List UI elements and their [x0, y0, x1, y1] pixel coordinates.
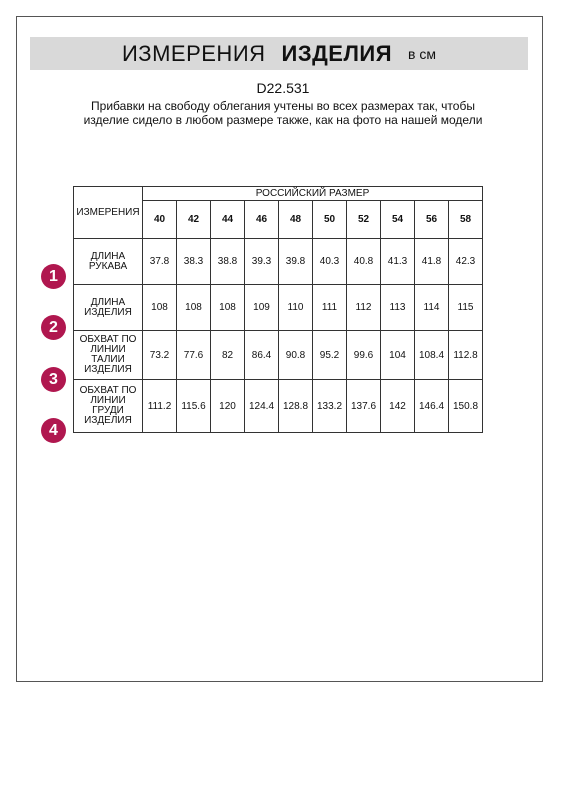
table-cell: 39.3: [245, 239, 279, 285]
table-cell: 73.2: [143, 331, 177, 380]
size-group-header: РОССИЙСКИЙ РАЗМЕР: [143, 187, 483, 201]
size-header: 42: [177, 201, 211, 239]
table-cell: 114: [415, 285, 449, 331]
table-cell: 142: [381, 380, 415, 433]
table-cell: 39.8: [279, 239, 313, 285]
size-header: 40: [143, 201, 177, 239]
product-code: D22.531: [256, 80, 310, 96]
row-number-badge: 4: [41, 418, 66, 443]
size-header: 44: [211, 201, 245, 239]
table-cell: 111.2: [143, 380, 177, 433]
table-cell: 90.8: [279, 331, 313, 380]
header-bar: [30, 37, 528, 70]
table-cell: 40.8: [347, 239, 381, 285]
size-header: 54: [381, 201, 415, 239]
row-number-badge: 2: [41, 315, 66, 340]
size-header: 46: [245, 201, 279, 239]
row-number-badge: 3: [41, 367, 66, 392]
size-header: 48: [279, 201, 313, 239]
size-header: 52: [347, 201, 381, 239]
row-number-badge: 1: [41, 264, 66, 289]
table-cell: 120: [211, 380, 245, 433]
table-cell: 82: [211, 331, 245, 380]
size-header-row: [74, 187, 483, 201]
table-cell: 108: [143, 285, 177, 331]
size-header: 56: [415, 201, 449, 239]
table-cell: 42.3: [449, 239, 483, 285]
table-row: [74, 331, 483, 380]
table-cell: 38.3: [177, 239, 211, 285]
table-cell: 146.4: [415, 380, 449, 433]
table-cell: 104: [381, 331, 415, 380]
table-cell: 41.8: [415, 239, 449, 285]
table-cell: 112.8: [449, 331, 483, 380]
table-row: [74, 285, 483, 331]
table-cell: 137.6: [347, 380, 381, 433]
table-cell: 95.2: [313, 331, 347, 380]
table-cell: 108.4: [415, 331, 449, 380]
size-header: 50: [313, 201, 347, 239]
fit-note: Прибавки на свободу облегания учтены во всех размерах так, чтобы изделие сидело в любом размере также, как на фото на нашей модели: [83, 99, 483, 127]
table-cell: 38.8: [211, 239, 245, 285]
table-cell: 110: [279, 285, 313, 331]
table-cell: 115.6: [177, 380, 211, 433]
table-cell: 115: [449, 285, 483, 331]
table-cell: 112: [347, 285, 381, 331]
row-label: ДЛИНА РУКАВА: [74, 239, 143, 285]
measure-header: ИЗМЕРЕНИЯ: [74, 187, 143, 239]
table-cell: 133.2: [313, 380, 347, 433]
table-cell: 128.8: [279, 380, 313, 433]
row-label: ОБХВАТ ПО ЛИНИИ ГРУДИ ИЗДЕЛИЯ: [74, 380, 143, 433]
table-cell: 113: [381, 285, 415, 331]
table-cell: 86.4: [245, 331, 279, 380]
table-cell: 150.8: [449, 380, 483, 433]
table-cell: 108: [177, 285, 211, 331]
table-cell: 77.6: [177, 331, 211, 380]
title-regular: ИЗМЕРЕНИЯ: [121, 40, 266, 66]
size-table: [73, 186, 483, 433]
table-cell: 40.3: [313, 239, 347, 285]
table-cell: 99.6: [347, 331, 381, 380]
title-unit: в см: [408, 45, 436, 62]
row-label: ДЛИНА ИЗДЕЛИЯ: [74, 285, 143, 331]
size-header: 58: [449, 201, 483, 239]
table-cell: 124.4: [245, 380, 279, 433]
title-bold: ИЗДЕЛИЯ: [281, 40, 393, 66]
table-row: [74, 239, 483, 285]
table-row: [74, 380, 483, 433]
table-cell: 108: [211, 285, 245, 331]
row-label: ОБХВАТ ПО ЛИНИИ ТАЛИИ ИЗДЕЛИЯ: [74, 331, 143, 380]
table-cell: 41.3: [381, 239, 415, 285]
table-cell: 37.8: [143, 239, 177, 285]
table-cell: 111: [313, 285, 347, 331]
table-cell: 109: [245, 285, 279, 331]
